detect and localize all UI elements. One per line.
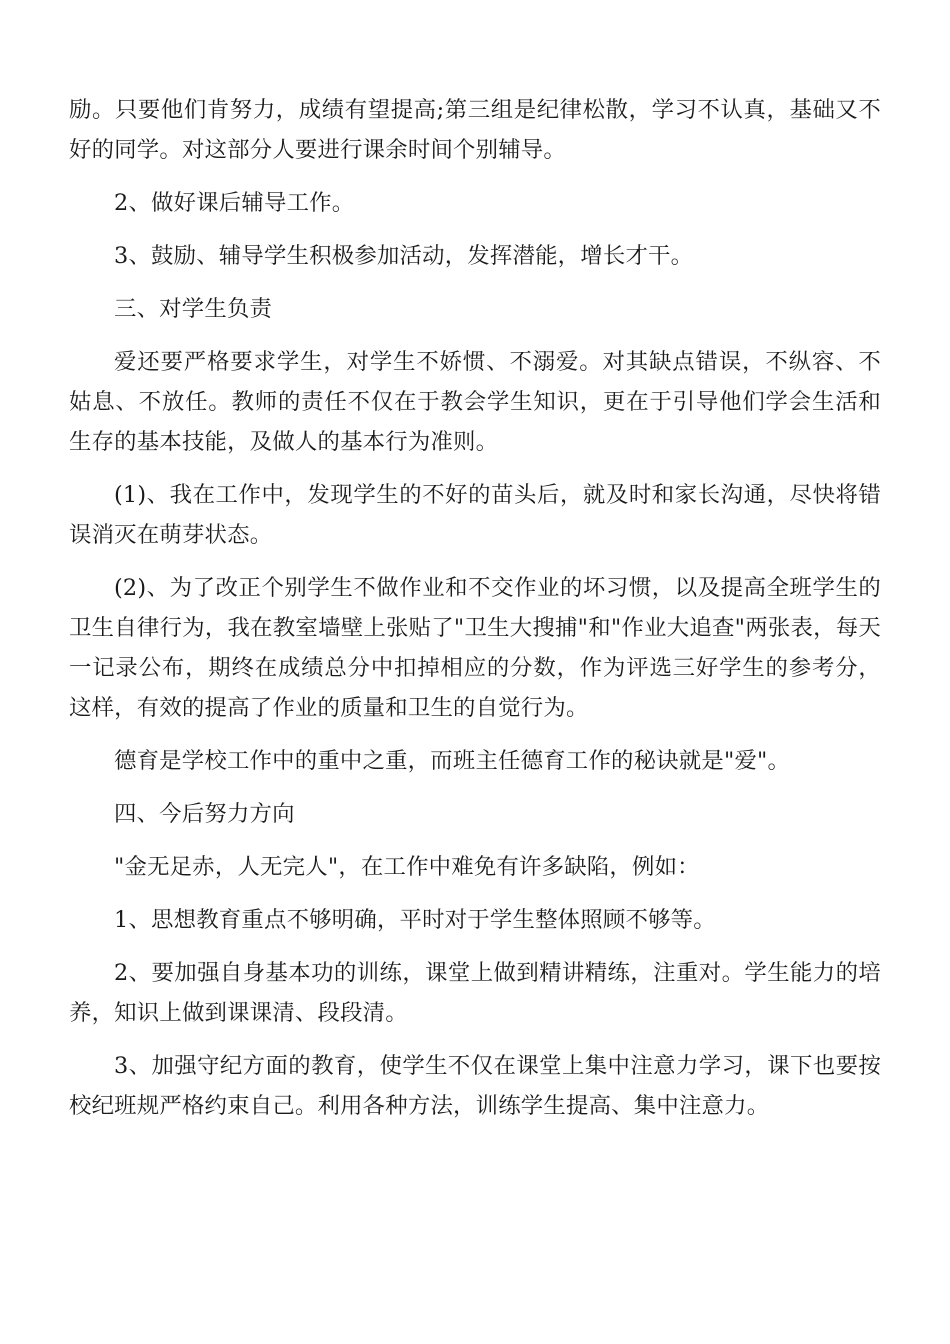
paragraph-subitem-2: (2)、为了改正个别学生不做作业和不交作业的坏习惯，以及提高全班学生的卫生自律行为，我在教室墙壁上张贴了"卫生大搜捕"和"作业大追查"两张表，每天一记录公布，期终在成绩总分中扣掉相应的分数，作为评选三好学生的参考分，这样，有效的提高了作业的质量和卫生的自觉行为。 <box>69 575 881 721</box>
section-heading-4: 四、今后努力方向 <box>114 801 295 827</box>
paragraph-subitem-1: (1)、我在工作中，发现学生的不好的苗头后，就及时和家长沟通，尽快将错误消灭在萌芽状态。 <box>69 482 881 548</box>
paragraph-direction-2: 2、要加强自身基本功的训练，课堂上做到精讲精练，注重对。学生能力的培养，知识上做到课课清、段段清。 <box>69 960 881 1026</box>
paragraph-direction-1: 1、思想教育重点不够明确，平时对于学生整体照顾不够等。 <box>114 907 716 933</box>
paragraph-quote: "金无足赤，人无完人"，在工作中难免有许多缺陷，例如： <box>114 854 700 880</box>
paragraph-direction-3: 3、加强守纪方面的教育，使学生不仅在课堂上集中注意力学习，课下也要按校纪班规严格约束自己。利用各种方法，训练学生提高、集中注意力。 <box>69 1053 881 1119</box>
section-heading-3: 三、对学生负责 <box>114 296 273 322</box>
paragraph-moral-education: 德育是学校工作中的重中之重，而班主任德育工作的秘诀就是"爱"。 <box>114 748 791 774</box>
paragraph-responsibility: 爱还要严格要求学生，对学生不娇惯、不溺爱。对其缺点错误，不纵容、不姑息、不放任。教师的责任不仅在于教会学生知识，更在于引导他们学会生活和生存的基本技能，及做人的基本行为准则。 <box>69 349 881 455</box>
paragraph-item-3: 3、鼓励、辅导学生积极参加活动，发挥潜能，增长才干。 <box>114 243 694 269</box>
paragraph-item-2: 2、做好课后辅导工作。 <box>114 190 355 216</box>
paragraph-continued: 励。只要他们肯努力，成绩有望提高;第三组是纪律松散，学习不认真，基础又不好的同学。对这部分人要进行课余时间个别辅导。 <box>69 97 881 163</box>
document-body <box>69 90 881 1139</box>
